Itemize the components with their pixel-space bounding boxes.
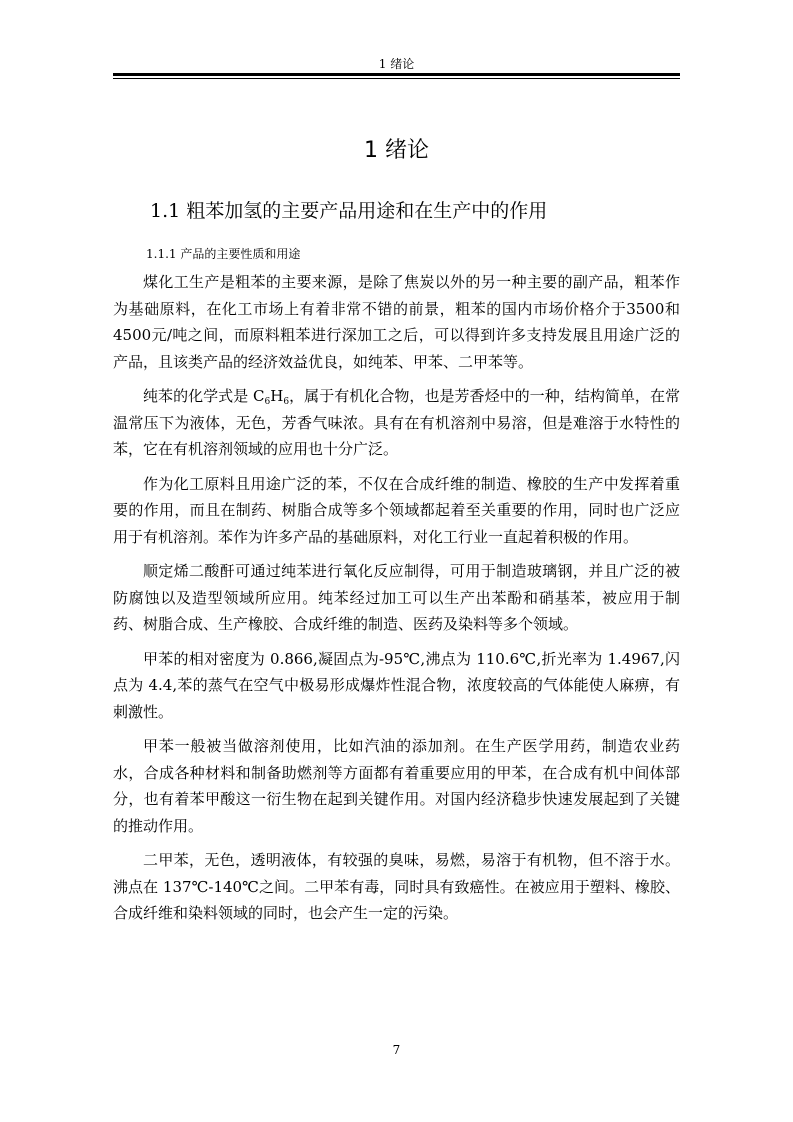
paragraph-xylene: 二甲苯，无色，透明液体，有较强的臭味，易燃，易溶于有机物，但不溶于水。沸点在 137℃-140℃之间。二甲苯有毒，同时具有致癌性。在被应用于塑料、橡胶、合成纤维和染料领域的同时，也会产生一定的污染。 xyxy=(113,851,680,922)
paragraph-pure-benzene xyxy=(113,383,680,463)
benzene-formula-prefix: 纯苯的化学式是 C xyxy=(143,387,265,405)
subsection-title: 1.1.1 产品的主要性质和用途 xyxy=(146,247,301,261)
benzene-description: ，属于有机化合物，也是芳香烃中的一种，结构简单，在常温常压下为液体，无色，芳香气味浓。具有在有机溶剂中易溶，但是难溶于水特性的苯，它在有机溶剂领域的应用也十分广泛。 xyxy=(113,387,680,458)
paragraph-toluene-uses: 甲苯一般被当做溶剂使用，比如汽油的添加剂。在生产医学用药，制造农业药水，合成各种材料和制备助燃剂等方面都有着重要应用的甲苯，在合成有机中间体部分，也有着苯甲酸这一衍生物在起到关键作用。对国内经济稳步快速发展起到了关键的推动作用。 xyxy=(113,737,680,835)
paragraph-toluene-properties: 甲苯的相对密度为 0.866,凝固点为-95℃,沸点为 110.6℃,折光率为 1.4967,闪点为 4.4,苯的蒸气在空气中极易形成爆炸性混合物，浓度较高的气体能使人麻痹，有刺激性。 xyxy=(113,649,680,721)
paragraph-benzene-uses: 作为化工原料且用途广泛的苯，不仅在合成纤维的制造、橡胶的生产中发挥着重要的作用，而且在制药、树脂合成等多个领域都起着至关重要的作用，同时也广泛应用于有机溶剂。苯作为许多产品的基础原料，对化工行业一直起着积极的作用。 xyxy=(113,474,680,546)
formula-h: H xyxy=(270,387,284,405)
body-text xyxy=(113,269,680,935)
paragraph-coal-chemistry: 煤化工生产是粗苯的主要来源，是除了焦炭以外的另一种主要的副产品，粗苯作为基础原料，在化工市场上有着非常不错的前景，粗苯的国内市场价格介于3500和4500元/吨之间，而原料粗苯进行深加工之后，可以得到许多支持发展且用途广泛的产品，且该类产品的经济效益优良，如纯苯、甲苯、二甲苯等。 xyxy=(113,273,680,371)
header-rule-thin xyxy=(113,78,680,79)
header-rule-thick xyxy=(113,73,680,76)
section-title: 1.1 粗苯加氢的主要产品用途和在生产中的作用 xyxy=(150,200,548,222)
formula-subscript-c: 6 xyxy=(264,397,271,407)
paragraph-maleic-anhydride: 顺定烯二酸酐可通过纯苯进行氧化反应制得，可用于制造玻璃钢，并且广泛的被防腐蚀以及造型领域所应用。纯苯经过加工可以生产出苯酚和硝基苯，被应用于制药、树脂合成、生产橡胶、合成纤维的制造、医药及染料等多个领域。 xyxy=(113,562,680,633)
page-number: 7 xyxy=(392,1043,401,1057)
chapter-title: 1 绪论 xyxy=(364,138,429,163)
running-header: 1 绪论 xyxy=(378,57,415,71)
formula-subscript-h: 6 xyxy=(283,397,290,407)
